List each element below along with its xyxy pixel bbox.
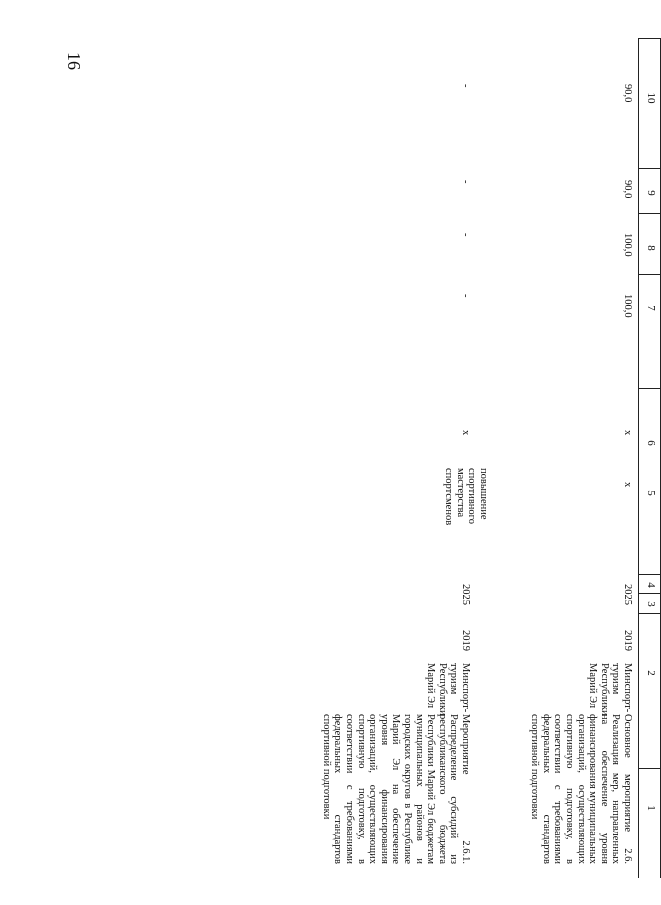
row1-c7: 100,0 [622,294,633,318]
col-header-1: 1 [645,805,657,811]
row1-c3: 2019 [622,630,633,651]
row1-c5: x [622,482,633,488]
row2-c7: - [460,294,471,298]
row2-c1: Мероприятие 2.6.1. Распределение субсидий из республиканского бюджета Республики Марий Эл бюджетам муниципальных районов и городских округов в Республике Марий Эл на обеспечение уровня финансирования организаций, осуществляющих спортивную подготовку, в соответствии с требованиями федеральных стандартов спортивной подготовки [320,714,471,864]
row2-c8: - [460,233,471,237]
col-header-10: 10 [645,92,657,104]
col-header-6: 6 [645,440,657,446]
col-header-7: 7 [645,305,657,311]
col-header-8: 8 [645,245,657,251]
row1-c4: 2025 [622,584,633,605]
row1-c8: 100,0 [622,233,633,257]
row1-c10: 90,0 [622,84,633,103]
row1-c2: Минспорт-туризм Республики Марий Эл [587,663,633,716]
col-header-4: 4 [645,582,657,588]
table [141,38,661,864]
row2-c6: x [460,430,471,436]
row1-c9: 90,0 [622,180,633,199]
row2-c2: Минспорт-туризм Республики Марий Эл [425,663,471,716]
row2-c10: - [460,84,471,88]
header-bottom-border [638,38,639,878]
col-header-9: 9 [645,190,657,196]
row2-c5: повышение спортивного мастерства спортсменов [443,468,489,526]
col-header-3: 3 [645,601,657,607]
col-header-2: 2 [645,670,657,676]
row2-c3: 2019 [460,630,471,651]
page-number: 16 [64,52,84,70]
row2-c9: - [460,180,471,184]
row1-c6: x [622,430,633,436]
col-header-5: 5 [645,490,657,496]
row2-c4: 2025 [460,584,471,605]
rotated-table [141,38,661,864]
row1-c1: Основное мероприятие 2.6. Реализация мер, направленных на обеспечение уровня финансирования муниципальных организаций, осуществляющих спортивную подготовку, в соответствии с требованиями федеральных стандартов спортивной подготовки [529,714,633,864]
